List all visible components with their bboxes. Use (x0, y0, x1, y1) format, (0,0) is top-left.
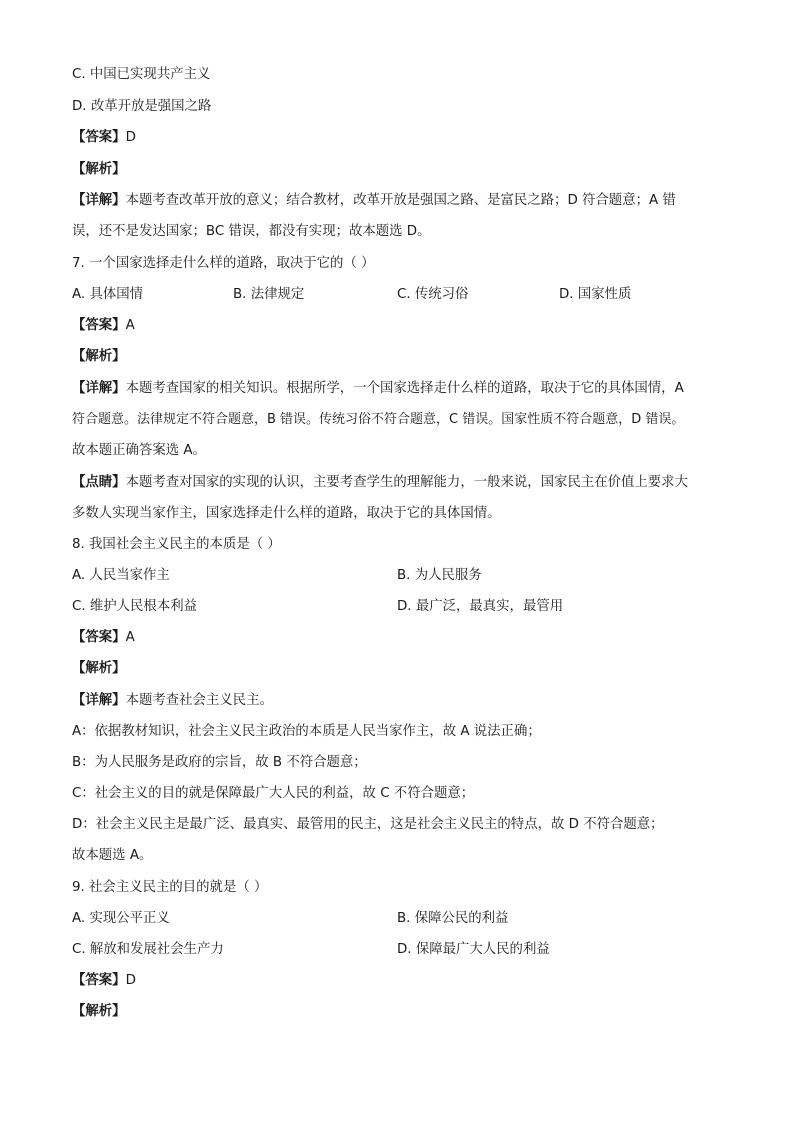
answer-value: D (125, 130, 136, 145)
q8-detail (72, 691, 273, 711)
q7-answer (72, 316, 135, 336)
detail-text: 本题考查国家的相关知识。根据所学，一个国家选择走什么样的道路，取决于它的具体国情，A (125, 381, 684, 396)
q9-stem: 9. 社会主义民主的目的就是（ ） (72, 880, 268, 895)
q8-option-d: D. 最广泛，最真实，最管用 (397, 599, 564, 614)
q6-answer (72, 128, 136, 148)
q7-detail (72, 379, 684, 399)
q8-line-b: B：为人民服务是政府的宗旨，故 B 不符合题意； (72, 755, 367, 770)
q9-option-b: B. 保障公民的利益 (397, 911, 509, 926)
answer-value: D (125, 973, 136, 988)
q7-detail-line3: 故本题正确答案选 A。 (72, 443, 206, 458)
q8-option-b: B. 为人民服务 (397, 568, 482, 583)
detail-label: 【详解】 (72, 693, 126, 708)
q7-option-a: A. 具体国情 (72, 287, 143, 302)
q9-answer (72, 971, 136, 991)
q8-line-a: A：依据教材知识，社会主义民主政治的本质是人民当家作主，故 A 说法正确； (72, 724, 541, 739)
comment-label: 【点睛】 (72, 475, 126, 490)
comment-text: 本题考查对国家的实现的认识，主要考查学生的理解能力，一般来说，国家民主在价值上要求大 (125, 475, 688, 490)
q6-option-d: D. 改革开放是强国之路 (72, 99, 212, 114)
detail-text: 本题考查社会主义民主。 (125, 693, 273, 708)
q8-option-a: A. 人民当家作主 (72, 568, 170, 583)
answer-value: A (125, 318, 135, 333)
q8-line-d: D：社会主义民主是最广泛、最真实、最管用的民主，这是社会主义民主的特点，故 D 不符合题意； (72, 817, 664, 832)
q7-detail-line2: 符合题意。法律规定不符合题意，B 错误。传统习俗不符合题意，C 错误。国家性质不符合题意，D 错误。 (72, 412, 685, 427)
q8-line-c: C：社会主义的目的就是保障最广大人民的利益，故 C 不符合题意； (72, 786, 475, 801)
q6-analysis-label: 【解析】 (72, 162, 126, 177)
answer-value: A (125, 630, 135, 645)
q6-option-c: C. 中国已实现共产主义 (72, 67, 211, 82)
q7-option-c: C. 传统习俗 (397, 287, 469, 302)
detail-text: 本题考查改革开放的意义；结合教材，改革开放是强国之路、是富民之路；D 符合题意；A 错 (125, 193, 676, 208)
q8-option-c: C. 维护人民根本利益 (72, 599, 197, 614)
answer-label: 【答案】 (72, 973, 126, 988)
q9-option-d: D. 保障最广大人民的利益 (397, 942, 550, 957)
q8-analysis-label: 【解析】 (72, 661, 126, 676)
q6-detail-line2: 误，还不是发达国家；BC 错误，都没有实现；故本题选 D。 (72, 224, 431, 239)
answer-label: 【答案】 (72, 318, 126, 333)
q7-option-d: D. 国家性质 (559, 287, 632, 302)
q6-detail (72, 191, 676, 211)
answer-label: 【答案】 (72, 630, 126, 645)
q7-stem: 7. 一个国家选择走什么样的道路，取决于它的（ ） (72, 256, 375, 271)
answer-label: 【答案】 (72, 130, 126, 145)
q7-option-b: B. 法律规定 (233, 287, 305, 302)
q9-analysis-label: 【解析】 (72, 1004, 126, 1019)
q9-option-c: C. 解放和发展社会生产力 (72, 942, 224, 957)
q7-comment-line2: 多数人实现当家作主，国家选择走什么样的道路，取决于它的具体国情。 (72, 506, 501, 521)
q8-conclusion: 故本题选 A。 (72, 848, 153, 863)
q9-option-a: A. 实现公平正义 (72, 911, 170, 926)
q8-stem: 8. 我国社会主义民主的本质是（ ） (72, 537, 281, 552)
q7-analysis-label: 【解析】 (72, 349, 126, 364)
detail-label: 【详解】 (72, 193, 126, 208)
q8-answer (72, 628, 135, 648)
detail-label: 【详解】 (72, 381, 126, 396)
q7-comment (72, 473, 688, 493)
